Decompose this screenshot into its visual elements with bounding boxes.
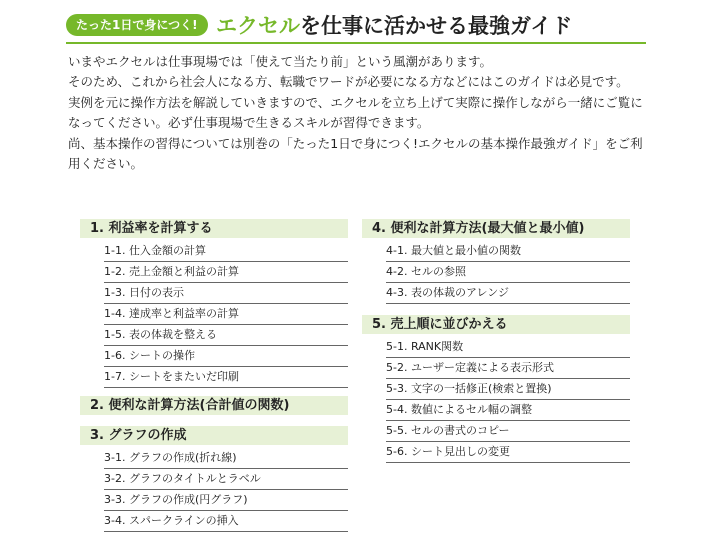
intro-line: 用ください。 bbox=[68, 156, 144, 172]
intro-line: いまやエクセルは仕事現場では「使えて当たり前」という風潮があります。 bbox=[68, 54, 493, 69]
intro-line: なってください。必ず仕事現場で生きるスキルが習得できます。 bbox=[68, 115, 430, 131]
list-item: 5-5. セルの書式のコピー bbox=[386, 421, 630, 442]
intro-line: 実例を元に操作方法を解説していきますので、エクセルを立ち上げて実際に操作しながら一緒にご覧に bbox=[68, 94, 643, 110]
section-1 bbox=[80, 219, 348, 388]
list-item: 1-2. 売上金額と利益の計算 bbox=[104, 262, 348, 283]
list-item: 5-2. ユーザー定義による表示形式 bbox=[386, 358, 630, 379]
intro-line: そのため、これから社会人になる方、転職でワードが必要になる方などにはこのガイドは必見です。 bbox=[68, 74, 629, 90]
section-items bbox=[362, 337, 630, 463]
intro-line: 尚、基本操作の習得については別巻の「たった1日で身につく!エクセルの基本操作最強ガイド」をご利 bbox=[68, 135, 643, 151]
list-item: 4-3. 表の体裁のアレンジ bbox=[386, 283, 630, 304]
header-divider bbox=[66, 42, 646, 44]
section-heading: 3. グラフの作成 bbox=[80, 426, 348, 445]
section-heading: 2. 便利な計算方法(合計値の関数) bbox=[80, 396, 348, 415]
header-badge: たった1日で身につく! bbox=[66, 14, 208, 36]
section-heading: 5. 売上順に並びかえる bbox=[362, 315, 630, 334]
list-item: 3-3. グラフの作成(円グラフ) bbox=[104, 490, 348, 511]
list-item: 4-2. セルの参照 bbox=[386, 262, 630, 283]
section-items bbox=[80, 448, 348, 532]
list-item: 1-6. シートの操作 bbox=[104, 346, 348, 367]
title-rest: を仕事に活かせる最強ガイド bbox=[300, 14, 573, 38]
section-heading: 1. 利益率を計算する bbox=[80, 219, 348, 238]
page-title bbox=[216, 10, 572, 40]
list-item: 5-3. 文字の一括修正(検索と置換) bbox=[386, 379, 630, 400]
list-item: 5-1. RANK関数 bbox=[386, 337, 630, 358]
section-heading: 4. 便利な計算方法(最大値と最小値) bbox=[362, 219, 630, 238]
list-item: 5-4. 数値によるセル幅の調整 bbox=[386, 400, 630, 421]
list-item: 3-4. スパークラインの挿入 bbox=[104, 511, 348, 532]
intro-text bbox=[68, 52, 688, 174]
list-item: 1-7. シートをまたいだ印刷 bbox=[104, 367, 348, 388]
header bbox=[66, 10, 646, 46]
list-item: 3-1. グラフの作成(折れ線) bbox=[104, 448, 348, 469]
list-item: 4-1. 最大値と最小値の関数 bbox=[386, 241, 630, 262]
section-2 bbox=[80, 396, 348, 415]
list-item: 5-6. シート見出しの変更 bbox=[386, 442, 630, 463]
section-items bbox=[80, 241, 348, 388]
section-5 bbox=[362, 315, 630, 463]
list-item: 1-1. 仕入金額の計算 bbox=[104, 241, 348, 262]
list-item: 1-5. 表の体裁を整える bbox=[104, 325, 348, 346]
section-3 bbox=[80, 426, 348, 532]
title-highlight: エクセル bbox=[216, 14, 300, 38]
list-item: 1-3. 日付の表示 bbox=[104, 283, 348, 304]
section-4 bbox=[362, 219, 630, 304]
list-item: 3-2. グラフのタイトルとラベル bbox=[104, 469, 348, 490]
list-item: 1-4. 達成率と利益率の計算 bbox=[104, 304, 348, 325]
section-items bbox=[362, 241, 630, 304]
